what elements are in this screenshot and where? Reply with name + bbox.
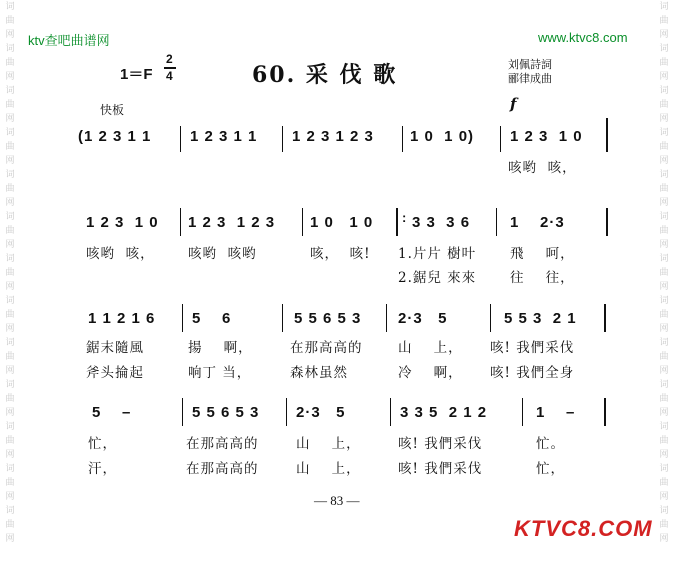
dynamic-marking: f bbox=[510, 95, 517, 113]
lyric-line: 山 上， bbox=[398, 340, 463, 356]
lyric-line: 忙， bbox=[88, 436, 117, 452]
lyric-line-verse-2: 森林虽然 bbox=[290, 365, 348, 381]
lyricist-credit: 刘佩詩詞 bbox=[508, 58, 552, 71]
measure-notes: 5 5 6 5 3 bbox=[294, 310, 362, 327]
song-title: 60. 采 伐 歌 bbox=[252, 62, 398, 88]
barline bbox=[390, 398, 391, 426]
barline bbox=[182, 304, 183, 332]
lyric-line-verse-2: 汗， bbox=[88, 461, 117, 477]
barline bbox=[402, 126, 403, 152]
barline bbox=[604, 304, 606, 332]
measure-notes: 1 2 3 1 0 bbox=[86, 214, 159, 231]
measure-notes: (1 2 3 1 1 bbox=[78, 128, 152, 145]
barline bbox=[522, 398, 523, 426]
lyric-line: 咳! 我們采伐 bbox=[398, 436, 483, 452]
lyric-line-verse-2: 响丁 当， bbox=[188, 365, 252, 381]
measure-notes: 1 2 3 1 1 bbox=[190, 128, 258, 145]
lyric-line: 忙。 bbox=[536, 436, 565, 452]
lyric-line-verse-2: 在那高高的 bbox=[186, 461, 259, 477]
site-name-left[interactable]: ktv查吧曲谱网 bbox=[28, 33, 110, 48]
repeat-barline bbox=[396, 208, 398, 236]
measure-notes: 1 2 3 1 2 3 bbox=[188, 214, 276, 231]
measure-notes: 1 0 1 0 bbox=[310, 214, 374, 231]
lyric-line-verse-2: 2.鋸兒 來來 bbox=[398, 270, 477, 286]
barline bbox=[180, 126, 181, 152]
site-logo[interactable]: KTVC8.COM bbox=[514, 516, 653, 541]
lyric-line: 在那高高的 bbox=[290, 340, 363, 356]
lyric-line: 在那高高的 bbox=[186, 436, 259, 452]
measure-notes: 1 – bbox=[536, 404, 576, 421]
measure-notes: 1 0 1 0) bbox=[410, 128, 475, 145]
left-watermark: 词曲网词曲网词曲网词曲网词曲网词曲网词曲网词曲网词曲网词曲网词曲网词曲网词曲网 bbox=[5, 2, 15, 544]
measure-notes: 5 – bbox=[92, 404, 132, 421]
measure-notes: 1 1 2 1 6 bbox=[88, 310, 156, 327]
measure-notes: 3 3 5 2 1 2 bbox=[400, 404, 488, 421]
lyric-line-verse-2: 斧头掄起 bbox=[86, 365, 144, 381]
barline bbox=[604, 398, 606, 426]
site-url-right[interactable]: www.ktvc8.com bbox=[538, 30, 628, 45]
lyric-line: 揚 啊， bbox=[188, 340, 253, 356]
lyric-line-verse-2: 咳! 我們全身 bbox=[490, 365, 575, 381]
measure-notes: 3 3 3 6 bbox=[412, 214, 471, 231]
measure-notes: 5 5 6 5 3 bbox=[192, 404, 260, 421]
lyric-line: 咳哟 咳， bbox=[508, 160, 577, 176]
measure-notes: 5 5 3 2 1 bbox=[504, 310, 577, 327]
lyric-line-verse-2: 山 上， bbox=[296, 461, 361, 477]
measure-notes: 1 2·3 bbox=[510, 214, 565, 231]
barline bbox=[490, 304, 491, 332]
barline bbox=[500, 126, 501, 152]
page-number: — 83 — bbox=[314, 493, 360, 508]
composer-credit: 郦律成曲 bbox=[508, 72, 552, 85]
lyric-line: 咳哟 咳， bbox=[86, 246, 155, 262]
lyric-line-verse-2: 往 往， bbox=[510, 270, 575, 286]
measure-notes: 2·3 5 bbox=[296, 404, 346, 421]
lyric-line: 1.片片 樹叶 bbox=[398, 246, 477, 262]
barline bbox=[606, 208, 608, 236]
time-sig-top: 2 bbox=[166, 52, 173, 66]
barline bbox=[286, 398, 287, 426]
barline bbox=[606, 118, 608, 152]
measure-notes: 1 2 3 1 2 3 bbox=[292, 128, 374, 145]
key-signature: 1＝F bbox=[120, 66, 153, 83]
barline bbox=[182, 398, 183, 426]
lyric-line-verse-2: 忙， bbox=[536, 461, 565, 477]
lyric-line: 咳， 咳! bbox=[310, 246, 371, 262]
lyric-line: 山 上， bbox=[296, 436, 361, 452]
right-watermark: 词曲网词曲网词曲网词曲网词曲网词曲网词曲网词曲网词曲网词曲网词曲网词曲网词曲网 bbox=[659, 2, 669, 544]
repeat-dots: : bbox=[402, 210, 408, 225]
tempo-marking: 快板 bbox=[100, 103, 125, 117]
lyric-line-verse-2: 冷 啊， bbox=[398, 365, 463, 381]
time-sig-bottom: 4 bbox=[166, 69, 173, 83]
barline bbox=[302, 208, 303, 236]
measure-notes: 2·3 5 bbox=[398, 310, 448, 327]
barline bbox=[496, 208, 497, 236]
measure-notes: 1 2 3 1 0 bbox=[510, 128, 583, 145]
lyric-line-verse-2: 咳! 我們采伐 bbox=[398, 461, 483, 477]
lyric-line: 飛 呵， bbox=[510, 246, 575, 262]
lyric-line: 咳哟 咳哟 bbox=[188, 246, 257, 262]
barline bbox=[386, 304, 387, 332]
barline bbox=[282, 126, 283, 152]
barline bbox=[180, 208, 181, 236]
measure-notes: 5 6 bbox=[192, 310, 232, 327]
lyric-line: 咳! 我們采伐 bbox=[490, 340, 575, 356]
lyric-line: 鋸末隨風 bbox=[86, 340, 144, 356]
barline bbox=[282, 304, 283, 332]
